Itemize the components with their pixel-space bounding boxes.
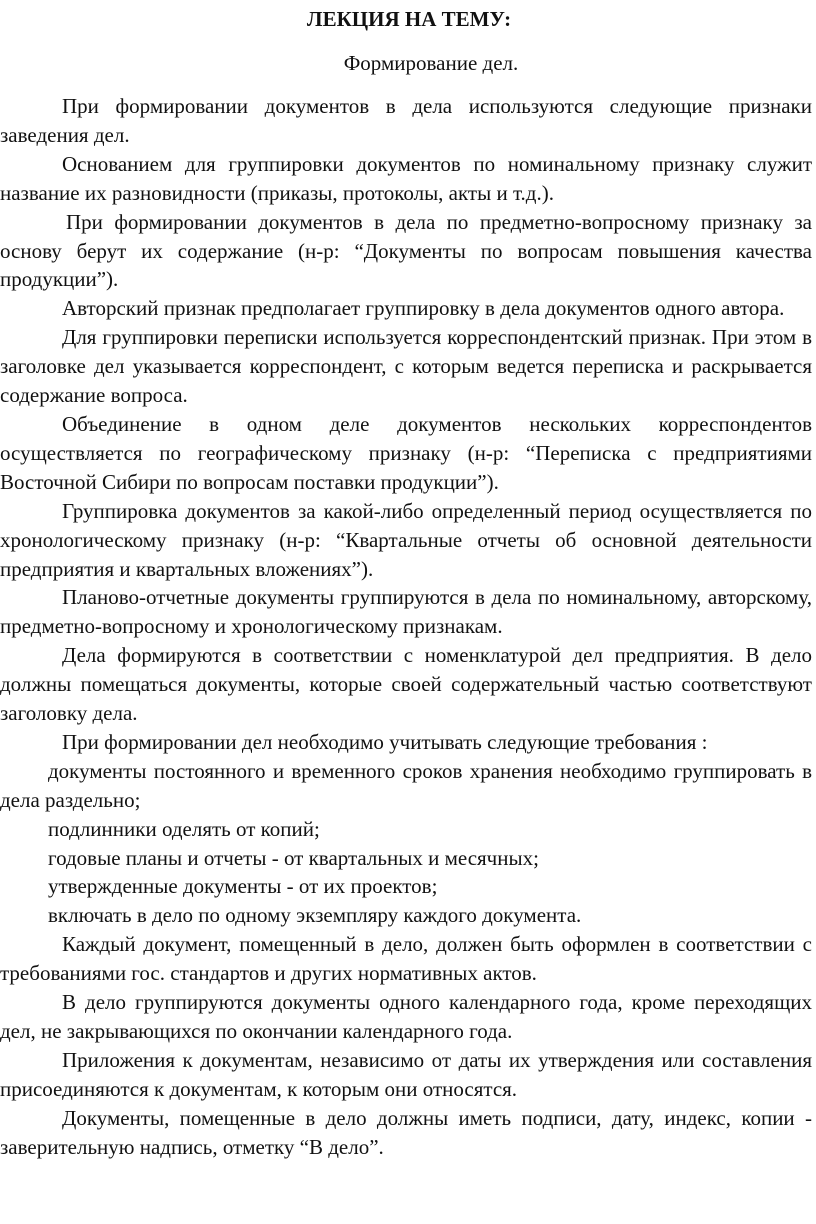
requirement-item: включать в дело по одному экземпляру каждого документа. [48, 903, 582, 928]
requirement-item: годовые планы и отчеты - от квартальных и месячных; [48, 845, 539, 870]
document-body [0, 92, 812, 1162]
paragraph-author-sign: Авторский признак предполагает группировку в дела документов одного автора. [62, 296, 785, 321]
lecture-topic: Формирование дел. [343, 51, 519, 75]
lecture-heading: ЛЕКЦИЯ НА ТЕМУ: [306, 7, 512, 31]
paragraph-planning-documents: Планово-отчетные документы группируются в дела по номинальному, авторскому, предметно-вопросному и хронологическому признакам. [0, 585, 812, 639]
paragraph-signatures: Документы, помещенные в дело должны иметь подписи, дату, индекс, копии - заверительную надпись, отметку “В дело”. [0, 1105, 812, 1159]
paragraph-document-formatting: Каждый документ, помещенный в дело, должен быть оформлен в соответствии с требованиями гос. стандартов и других нормативных актов. [0, 932, 812, 986]
requirement-item: документы постоянного и временного сроков хранения необходимо группировать в дела раздельно; [0, 758, 812, 812]
paragraph-intro: При формировании документов в дела используются следующие признаки заведения дел. [0, 94, 812, 147]
paragraph-subject-sign: При формировании документов в дела по предметно-вопросному признаку за основу берут их содержание (н-р: “Документы по вопросам повышения качества продукции”). [0, 209, 812, 292]
paragraph-chronological-sign: Группировка документов за какой-либо определенный период осуществляется по хронологическому признаку (н-р: “Квартальные отчеты об основной деятельности предприятия и квартальных вложениях”). [0, 498, 812, 581]
paragraph-geographic-sign: Объединение в одном деле документов нескольких корреспондентов осуществляется по географическому признаку (н-р: “Переписка с предприятиями Восточной Сибири по вопросам поставки продукции”). [0, 411, 812, 494]
paragraph-correspondent-sign: Для группировки переписки используется корреспондентский признак. При этом в заголовке дел указывается корреспондент, с которым ведется переписка и раскрывается содержание вопроса. [0, 325, 812, 408]
paragraph-nominal-sign: Основанием для группировки документов по номинальному признаку служит название их разновидности (приказы, протоколы, акты и т.д.). [0, 151, 812, 205]
paragraph-attachments: Приложения к документам, независимо от даты их утверждения или составления присоединяются к документам, к которым они относятся. [0, 1047, 812, 1101]
requirement-item: утвержденные документы - от их проектов; [48, 874, 438, 899]
requirement-item: подлинники оделять от копий; [48, 816, 320, 841]
paragraph-nomenclature: Дела формируются в соответствии с номенклатурой дел предприятия. В дело должны помещаться документы, которые своей содержательный частью соответствуют заголовку дела. [0, 643, 812, 726]
paragraph-requirements-intro: При формировании дел необходимо учитывать следующие требования : [62, 729, 708, 754]
paragraph-calendar-year: В дело группируются документы одного календарного года, кроме переходящих дел, не закрывающихся по окончании календарного года. [0, 990, 812, 1043]
